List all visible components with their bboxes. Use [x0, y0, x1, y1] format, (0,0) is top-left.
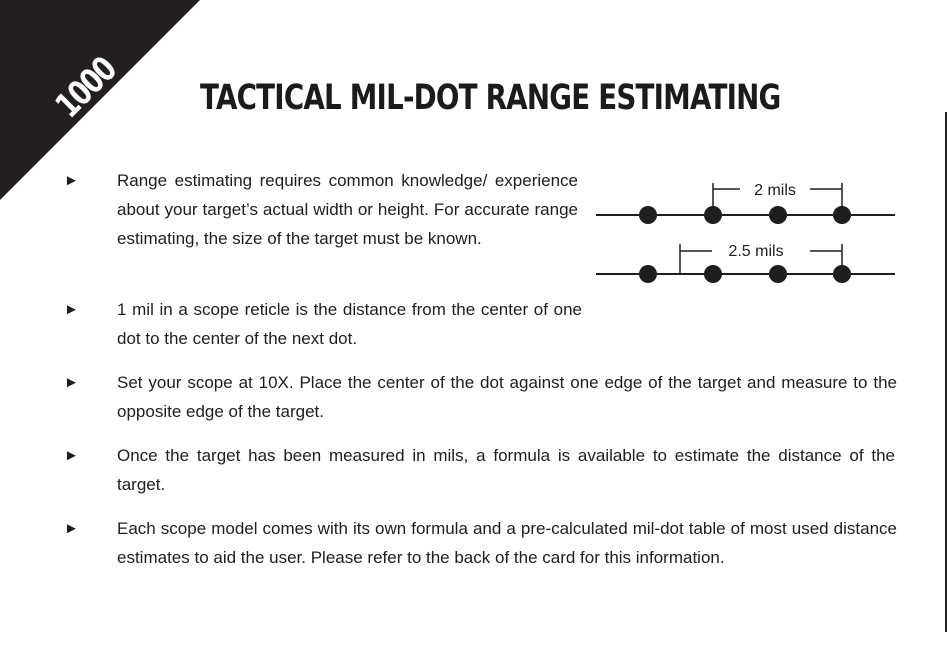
bullet-arrow-icon: ► [64, 520, 79, 537]
mil-dot [639, 206, 657, 224]
label-2-mils: 2 mils [754, 182, 796, 199]
mil-dot [769, 265, 787, 283]
paragraph-mil-definition: 1 mil in a scope reticle is the distance from the center of one dot to the center of the next dot. [117, 300, 582, 348]
page-title: TACTICAL MIL-DOT RANGE ESTIMATING [200, 78, 781, 118]
corner-badge-number: 1000 [47, 49, 125, 127]
paragraph-scope-model: Each scope model comes with its own formula and a pre-calculated mil-dot table of most used distance estimates to aid the user. Please refer to the back of the card for this information. [117, 519, 897, 567]
bullet-arrow-icon: ► [64, 301, 79, 318]
mil-dot [833, 206, 851, 224]
reticle-top [596, 182, 895, 224]
mil-dot [833, 265, 851, 283]
bullet-arrow-icon: ► [64, 447, 79, 464]
label-2-5-mils: 2.5 mils [728, 243, 784, 260]
paragraph-formula: Once the target has been measured in mils, a formula is available to estimate the distance of the target. [117, 446, 895, 494]
mil-dot [704, 206, 722, 224]
mil-dot [769, 206, 787, 224]
mil-dot-diagram [590, 170, 900, 290]
bullet-arrow-icon: ► [64, 374, 79, 391]
bullet-arrow-icon: ► [64, 172, 79, 189]
paragraph-scope-setting: Set your scope at 10X. Place the center of the dot against one edge of the target and measure to the opposite edge of the target. [117, 373, 897, 421]
mil-dot [639, 265, 657, 283]
mil-dot [704, 265, 722, 283]
reticle-bottom [596, 243, 895, 283]
paragraph-range-estimating: Range estimating requires common knowledge/ experience about your target’s actual width or height. For accurate range estimating, the size of the target must be known. [117, 171, 578, 248]
